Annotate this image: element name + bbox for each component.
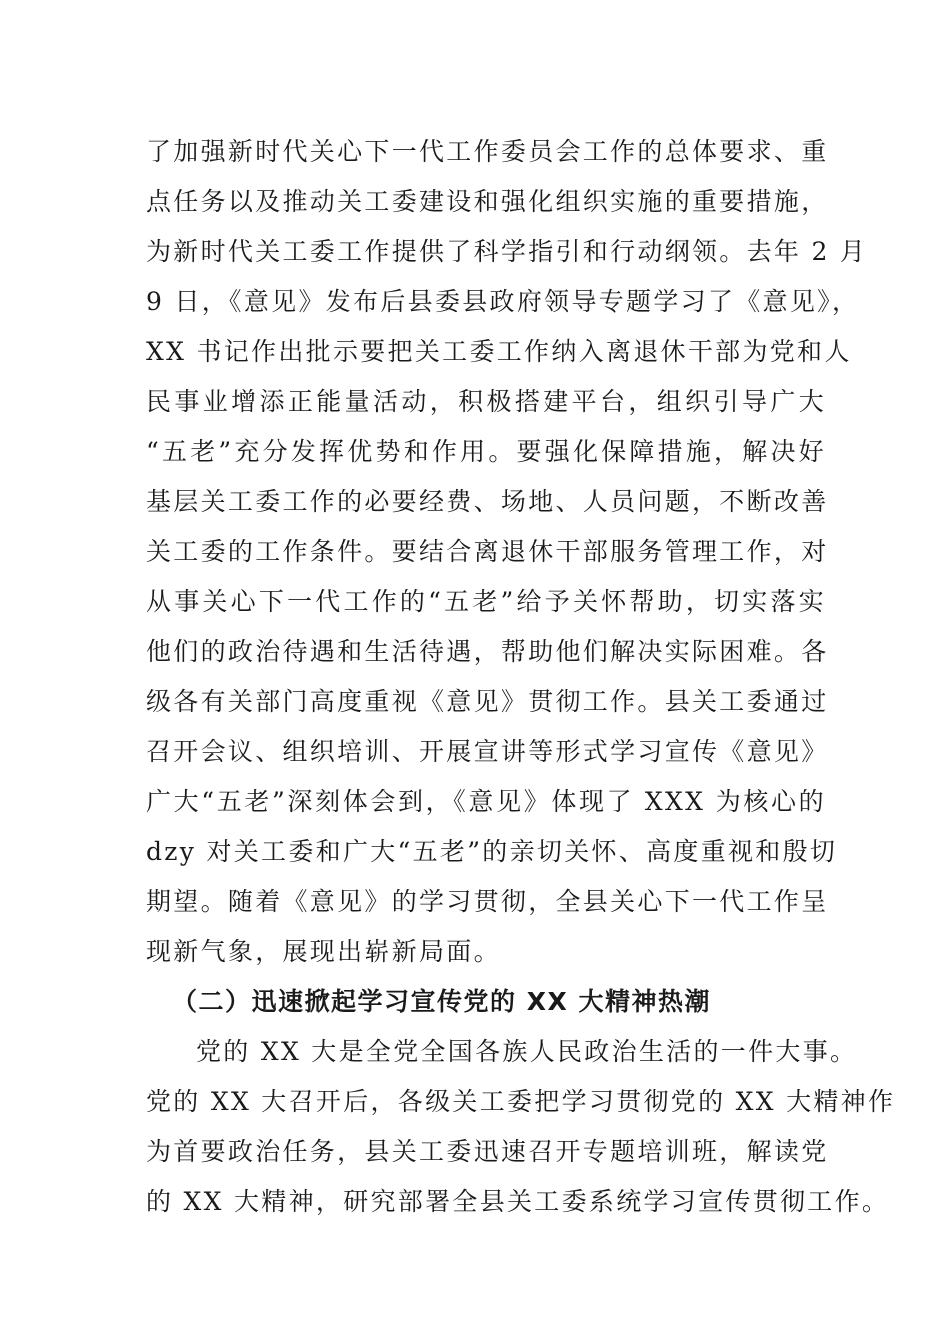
text-line: 期望。随着《意见》的学习贯彻，全县关心下一代工作呈 (146, 887, 829, 916)
text-line: 9 日，《意见》发布后县委县政府领导专题学习了《意见》， (146, 287, 860, 316)
text-line: 民事业增添正能量活动，积极搭建平台，组织引导广大 (146, 387, 826, 416)
text-line: 他们的政治待遇和生活待遇，帮助他们解决实际困难。各 (146, 637, 829, 666)
text-line: dzy 对关工委和广大“五老”的亲切关怀、高度重视和殷切 (146, 837, 838, 866)
text-line: 级各有关部门高度重视《意见》贯彻工作。县关工委通过 (146, 687, 829, 716)
text-line: 党的 XX 大召开后，各级关工委把学习贯彻党的 XX 大精神作 (146, 1087, 896, 1116)
text-line: 党的 XX 大是全党全国各族人民政治生活的一件大事。 (196, 1037, 858, 1066)
section-heading: （二）迅速掀起学习宣传党的 XX 大精神热潮 (172, 987, 711, 1016)
text-line: 的 XX 大精神，研究部署全县关工委系统学习宣传贯彻工作。 (146, 1187, 890, 1216)
text-line: 召开会议、组织培训、开展宣讲等形式学习宣传《意见》 (146, 737, 829, 766)
text-line: 基层关工委工作的必要经费、场地、人员问题，不断改善 (146, 487, 829, 516)
text-line: 广大“五老”深刻体会到，《意见》体现了 XXX 为核心的 (146, 787, 826, 816)
text-line: “五老”充分发挥优势和作用。要强化保障措施，解决好 (146, 437, 826, 466)
text-line: XX 书记作出批示要把关工委工作纳入离退休干部为党和人 (146, 337, 852, 366)
text-line: 关工委的工作条件。要结合离退休干部服务管理工作，对 (146, 537, 829, 566)
text-line: 为新时代关工委工作提供了科学指引和行动纲领。去年 2 月 (146, 237, 868, 266)
text-line: 现新气象，展现出崭新局面。 (146, 937, 501, 966)
text-line: 点任务以及推动关工委建设和强化组织实施的重要措施， (146, 187, 829, 216)
text-line: 为首要政治任务，县关工委迅速召开专题培训班，解读党 (146, 1137, 829, 1166)
text-line: 从事关心下一代工作的“五老”给予关怀帮助，切实落实 (146, 587, 826, 616)
text-line: 了加强新时代关心下一代工作委员会工作的总体要求、重 (146, 137, 829, 166)
